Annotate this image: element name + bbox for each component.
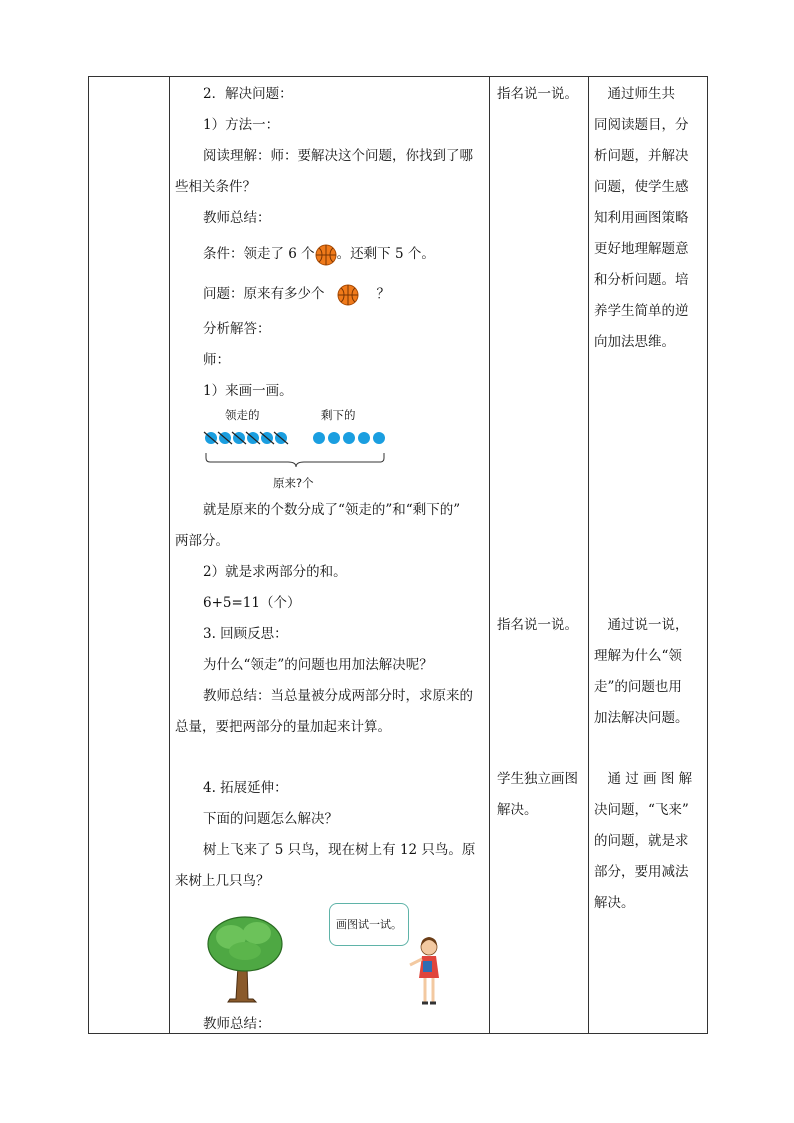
purpose-line: 更好地理解题意 (594, 241, 689, 257)
remaining-dot (373, 432, 385, 444)
text-line: 1）来画一画。 (203, 383, 293, 399)
teacher-image (407, 937, 451, 1007)
section-heading: 2．解决问题： (203, 86, 293, 102)
text-line: 下面的问题怎么解决？ (203, 811, 338, 827)
purpose-line: 通过师生共 (594, 86, 675, 102)
illustration (175, 897, 485, 1009)
remaining-dot (358, 432, 370, 444)
text-line: 两部分。 (175, 533, 229, 549)
text-line: 来树上几只鸟？ (175, 873, 270, 889)
condition-line (175, 234, 485, 274)
text-line: 2）就是求两部分的和。 (203, 564, 347, 580)
purpose-line: 同阅读题目，分 (594, 117, 689, 133)
purpose-line: 通过说一说， (594, 617, 689, 633)
question-text: ？ (376, 286, 391, 302)
label-left: 剩下的 (321, 408, 356, 422)
text-line: 就是原来的个数分成了“领走的”和“剩下的” (203, 502, 461, 518)
dot-diagram (203, 407, 403, 495)
lesson-table (88, 76, 708, 1034)
purpose-line: 决问题，“飞来” (594, 802, 689, 818)
section-heading: 4. 拓展延伸： (203, 780, 288, 796)
purpose-line: 部分，要用减法 (594, 864, 689, 880)
dot-row (203, 425, 393, 475)
purpose-line: 知利用画图策略 (594, 210, 689, 226)
purpose-1 (594, 79, 689, 358)
text-line: 教师总结： (203, 1016, 271, 1032)
purpose-line: 析问题，并解决 (594, 148, 689, 164)
purpose-line: 解决。 (594, 895, 635, 911)
activity-2: 指名说一说。 (497, 617, 578, 633)
purpose-line: 加法解决问题。 (594, 710, 689, 726)
text-line: 分析解答： (203, 321, 271, 337)
remaining-dot (343, 432, 355, 444)
activity-3b: 解决。 (497, 802, 538, 818)
text-line: 总量，要把两部分的量加起来计算。 (175, 719, 391, 735)
column-divider (588, 77, 589, 1033)
condition-text: 。还剩下 5 个。 (336, 246, 435, 262)
purpose-line: 和分析问题。培 (594, 272, 689, 288)
teaching-content (175, 79, 485, 1040)
text-line: 为什么“领走”的问题也用加法解决呢？ (203, 657, 433, 673)
purpose-line: 走”的问题也用 (594, 679, 682, 695)
text-line: 些相关条件？ (175, 179, 256, 195)
purpose-line: 通 过 画 图 解 (594, 771, 693, 787)
purpose-line: 问题，使学生感 (594, 179, 689, 195)
remaining-dot (328, 432, 340, 444)
equation: 6+5=11（个） (203, 595, 301, 611)
purpose-line: 理解为什么“领 (594, 648, 682, 664)
column-divider (489, 77, 490, 1033)
purpose-3 (594, 764, 692, 919)
text-line: 阅读理解：师：要解决这个问题，你找到了哪 (203, 148, 473, 164)
text-line: 师： (203, 352, 230, 368)
question-text: 问题：原来有多少个 (203, 286, 325, 302)
label-total: 原来?个 (273, 476, 314, 490)
purpose-2 (594, 610, 689, 734)
purpose-line: 的问题，就是求 (594, 833, 689, 849)
remaining-dot (313, 432, 325, 444)
purpose-line: 养学生简单的逆 (594, 303, 689, 319)
text-line: 教师总结： (203, 210, 271, 226)
text-line: 教师总结：当总量被分成两部分时，求原来的 (203, 688, 473, 704)
activity-1: 指名说一说。 (497, 86, 578, 102)
condition-text: 条件：领走了 6 个 (203, 246, 315, 262)
label-taken: 领走的 (225, 408, 260, 422)
method-heading: 1）方法一： (203, 117, 280, 133)
column-divider (169, 77, 170, 1033)
basketball-icon (337, 284, 359, 306)
question-line (175, 274, 485, 314)
speech-bubble: 画图试一试。 (329, 903, 409, 946)
text-line: 树上飞来了 5 只鸟，现在树上有 12 只鸟。原 (203, 842, 476, 858)
tree-image (205, 911, 285, 1003)
section-heading: 3. 回顾反思： (203, 626, 288, 642)
activity-3: 学生独立画图 (497, 771, 578, 787)
basketball-icon (315, 244, 337, 266)
purpose-line: 向加法思维。 (594, 334, 675, 350)
